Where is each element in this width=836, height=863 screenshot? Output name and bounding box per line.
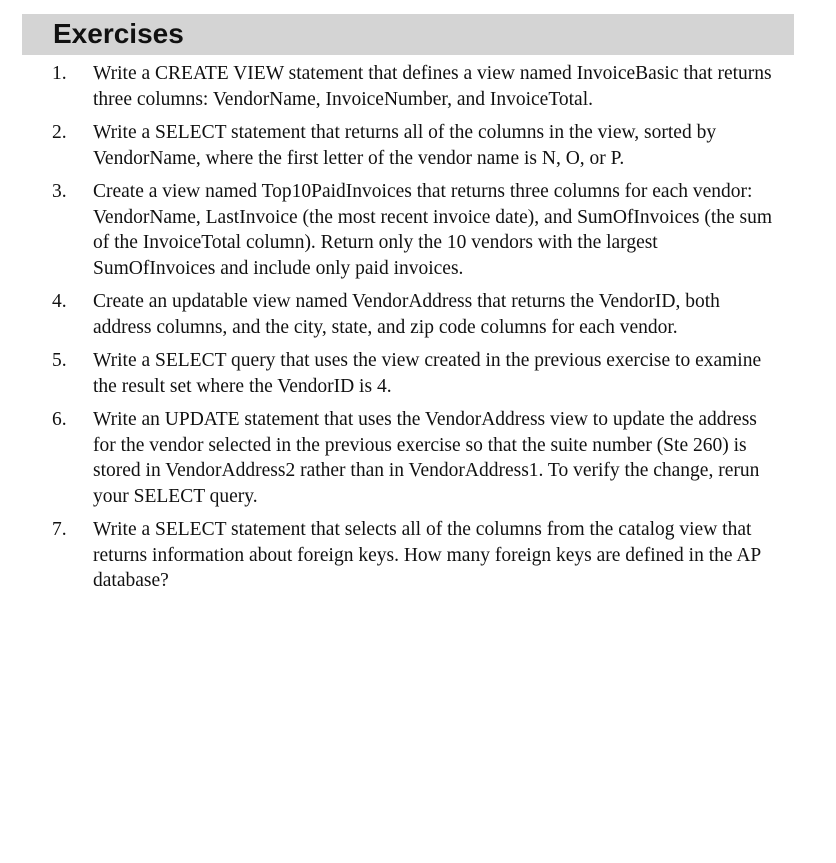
exercise-number: 6. [52,409,67,430]
exercise-number: 4. [52,291,67,312]
exercise-text: Write a SELECT statement that returns all of the columns in the view, sorted by VendorName, where the first letter of the vendor name is N, O, or P. [93,122,717,169]
exercise-number: 2. [52,122,67,143]
exercise-number: 3. [52,181,67,202]
exercises-header-bar [22,14,794,55]
exercise-item-5 [52,348,782,399]
exercise-list [52,61,782,602]
exercise-number: 7. [52,519,67,540]
exercise-item-6 [52,407,782,509]
exercise-number: 5. [52,350,67,371]
exercise-item-1 [52,61,782,112]
exercise-text: Create a view named Top10PaidInvoices that returns three columns for each vendor: VendorName, LastInvoice (the most recent invoice date), and SumOfInvoices (the sum of the InvoiceTotal column). Return only the 10 vendors with the largest SumOfInvoices and include only paid invoices. [93,181,773,279]
exercise-text: Write a CREATE VIEW statement that defines a view named InvoiceBasic that returns three columns: VendorName, InvoiceNumber, and InvoiceTotal. [93,63,772,110]
exercise-item-4 [52,289,782,340]
exercise-item-2 [52,120,782,171]
page-title: Exercises [53,18,184,49]
exercise-text: Create an updatable view named VendorAddress that returns the VendorID, both address columns, and the city, state, and zip code columns for each vendor. [93,291,720,338]
exercise-text: Write a SELECT query that uses the view created in the previous exercise to examine the result set where the VendorID is 4. [93,350,762,397]
exercise-item-7 [52,517,782,594]
exercise-text: Write a SELECT statement that selects all of the columns from the catalog view that returns information about foreign keys. How many foreign keys are defined in the AP database? [93,519,761,591]
exercise-number: 1. [52,63,67,84]
exercise-item-3 [52,179,782,281]
exercise-text: Write an UPDATE statement that uses the VendorAddress view to update the address for the vendor selected in the previous exercise so that the suite number (Ste 260) is stored in VendorAddress2 rather than in VendorAddress1. To verify the change, rerun your SELECT query. [93,409,760,507]
